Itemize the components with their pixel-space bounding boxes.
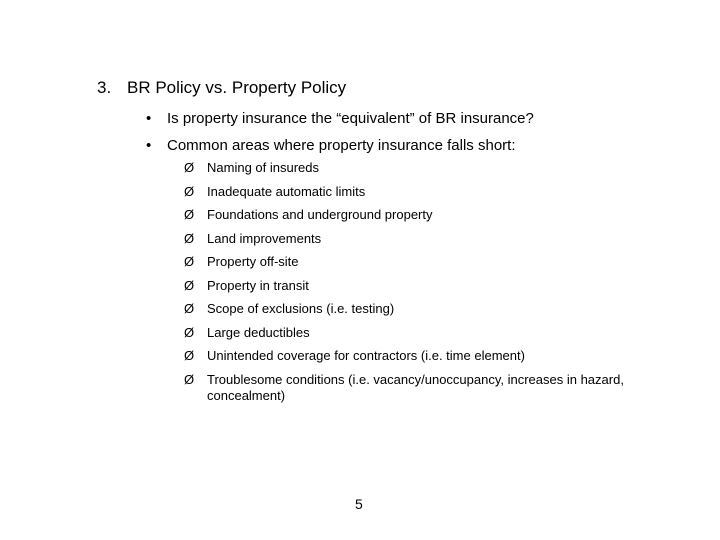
page-number: 5: [355, 496, 363, 512]
sub-item-text: Troublesome conditions (i.e. vacancy/unoccupancy, increases in hazard, concealment): [207, 372, 624, 403]
bullet-item: [146, 137, 516, 154]
bullet-marker: •: [146, 137, 152, 154]
arrow-bullet-icon: Ø: [184, 301, 195, 316]
arrow-bullet-icon: Ø: [184, 254, 195, 269]
sub-list-item: [184, 348, 664, 364]
sub-list-item: [184, 254, 664, 270]
sub-list-item: [184, 278, 664, 294]
sub-item-text: Naming of insureds: [207, 160, 319, 175]
sub-item-text: Land improvements: [207, 231, 322, 246]
sub-item-text: Property off-site: [207, 254, 299, 269]
section-number: 3.: [97, 78, 112, 97]
arrow-bullet-icon: Ø: [184, 372, 195, 387]
sub-item-text: Unintended coverage for contractors (i.e. time element): [207, 348, 525, 363]
sub-list-item: [184, 372, 664, 404]
sub-item-text: Inadequate automatic limits: [207, 184, 366, 199]
sub-list-item: [184, 184, 664, 200]
bullet-text: Common areas where property insurance falls short:: [167, 137, 516, 154]
arrow-bullet-icon: Ø: [184, 207, 195, 222]
bullet-text: Is property insurance the “equivalent” of BR insurance?: [167, 110, 534, 127]
section-heading: [97, 78, 346, 98]
sub-list-item: [184, 301, 664, 317]
arrow-bullet-icon: Ø: [184, 184, 195, 199]
arrow-bullet-icon: Ø: [184, 325, 195, 340]
sub-list-item: [184, 325, 664, 341]
sub-item-text: Large deductibles: [207, 325, 310, 340]
sub-item-text: Foundations and underground property: [207, 207, 433, 222]
sub-list-item: [184, 207, 664, 223]
bullet-marker: •: [146, 110, 152, 127]
arrow-bullet-icon: Ø: [184, 231, 195, 246]
sub-item-text: Property in transit: [207, 278, 309, 293]
section-title: BR Policy vs. Property Policy: [127, 78, 347, 97]
bullet-item: [146, 110, 534, 127]
arrow-bullet-icon: Ø: [184, 160, 195, 175]
arrow-bullet-icon: Ø: [184, 348, 195, 363]
sub-list-item: [184, 231, 664, 247]
sub-list-item: [184, 160, 664, 176]
arrow-bullet-icon: Ø: [184, 278, 195, 293]
sub-item-text: Scope of exclusions (i.e. testing): [207, 301, 395, 316]
